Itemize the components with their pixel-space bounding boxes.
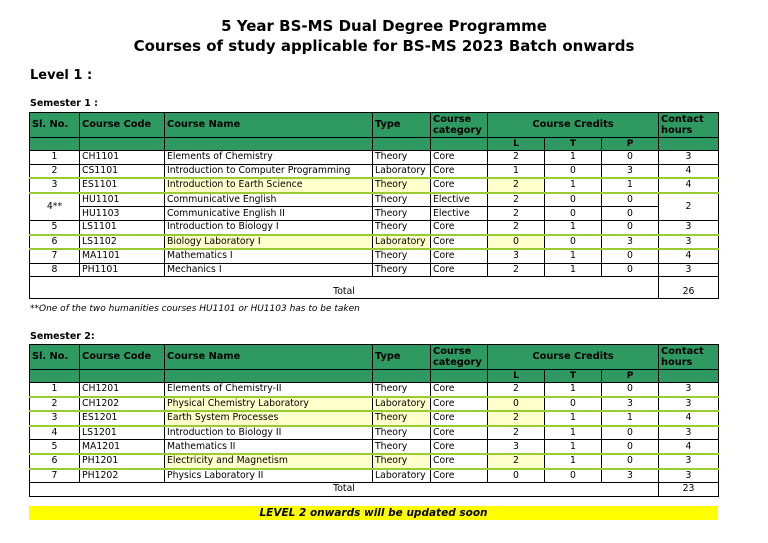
header-blank [659,370,719,383]
credit-t-cell: 0 [545,164,602,178]
code-cell: CS1101 [80,164,165,178]
credit-l-cell: 2 [488,207,545,221]
contact-cell: 4 [659,411,719,426]
header-blank [431,370,488,383]
credit-p-cell: 0 [602,249,659,263]
header-blank [30,370,80,383]
credit-p-cell: 0 [602,151,659,165]
credit-p-cell: 0 [602,193,659,207]
code-cell: LS1201 [80,426,165,440]
type-cell: Theory [373,178,431,193]
credit-t-cell: 0 [545,469,602,483]
category-cell: Core [431,235,488,250]
header-blank [80,370,165,383]
table-row [30,440,719,454]
credit-t-cell: 1 [545,411,602,426]
semester-1-label: Semester 1 : [30,98,98,109]
header-P: P [602,138,659,151]
type-cell: Theory [373,220,431,234]
sl-cell: 2 [30,397,80,412]
header-credits: Course Credits [488,345,659,370]
credit-t-cell: 0 [545,193,602,207]
sl-cell: 1 [30,151,80,165]
credit-l-cell: 2 [488,220,545,234]
category-cell: Core [431,426,488,440]
contact-cell: 4 [659,164,719,178]
credit-t-cell: 1 [545,440,602,454]
semester-1-footnote: **One of the two humanities courses HU1101 or HU1103 has to be taken [30,304,360,314]
credit-p-cell: 3 [602,397,659,412]
credit-l-cell: 2 [488,411,545,426]
credit-p-cell: 1 [602,178,659,193]
category-cell: Core [431,383,488,397]
table-row [30,397,719,412]
header-sl: Sl. No. [30,113,80,138]
sl-cell: 3 [30,178,80,193]
code-cell: HU1103 [80,207,165,221]
semester-1-table [29,112,719,299]
type-cell: Theory [373,383,431,397]
credit-l-cell: 3 [488,440,545,454]
header-L: L [488,370,545,383]
header-type: Type [373,345,431,370]
name-cell: Communicative English [165,193,373,207]
credit-l-cell: 3 [488,249,545,263]
code-cell: ES1201 [80,411,165,426]
table-row [30,193,719,207]
update-banner: LEVEL 2 onwards will be updated soon [29,506,718,520]
header-T: T [545,370,602,383]
type-cell: Theory [373,249,431,263]
name-cell: Introduction to Biology I [165,220,373,234]
table-row [30,235,719,250]
credit-t-cell: 1 [545,151,602,165]
category-cell: Core [431,178,488,193]
name-cell: Electricity and Magnetism [165,454,373,469]
code-cell: PH1202 [80,469,165,483]
contact-cell: 3 [659,235,719,250]
category-cell: Core [431,397,488,412]
category-cell: Elective [431,193,488,207]
credit-t-cell: 1 [545,249,602,263]
credit-t-cell: 0 [545,397,602,412]
credit-p-cell: 0 [602,207,659,221]
header-T: T [545,138,602,151]
sl-cell: 7 [30,249,80,263]
credit-l-cell: 2 [488,426,545,440]
credit-p-cell: 0 [602,426,659,440]
header-blank [373,370,431,383]
header-L: L [488,138,545,151]
credit-t-cell: 1 [545,263,602,277]
code-cell: CH1201 [80,383,165,397]
type-cell: Theory [373,440,431,454]
credit-p-cell: 1 [602,411,659,426]
table-row [30,469,719,483]
table-row [30,164,719,178]
credit-p-cell: 3 [602,235,659,250]
table-row [30,207,719,221]
contact-cell: 3 [659,383,719,397]
name-cell: Introduction to Computer Programming [165,164,373,178]
credit-l-cell: 2 [488,151,545,165]
header-blank [431,138,488,151]
type-cell: Theory [373,151,431,165]
table-row [30,383,719,397]
contact-cell: 4 [659,178,719,193]
name-cell: Mechanics I [165,263,373,277]
credit-p-cell: 0 [602,454,659,469]
category-cell: Core [431,164,488,178]
header-sl: Sl. No. [30,345,80,370]
code-cell: PH1101 [80,263,165,277]
header-code: Course Code [80,345,165,370]
document-title: 5 Year BS-MS Dual Degree Programme [221,17,547,35]
contact-cell: 3 [659,454,719,469]
table-row [30,220,719,234]
spacer-row [30,277,719,286]
contact-cell: 2 [659,193,719,221]
credit-l-cell: 2 [488,193,545,207]
sl-cell: 5 [30,440,80,454]
sl-cell: 8 [30,263,80,277]
header-name: Course Name [165,345,373,370]
name-cell: Elements of Chemistry-II [165,383,373,397]
header-blank [373,138,431,151]
sl-cell: 4** [30,193,80,221]
name-cell: Biology Laboratory I [165,235,373,250]
type-cell: Theory [373,193,431,207]
header-blank [80,138,165,151]
sl-cell: 1 [30,383,80,397]
name-cell: Introduction to Earth Science [165,178,373,193]
spacer-cell [30,277,659,286]
header-P: P [602,370,659,383]
type-cell: Laboratory [373,469,431,483]
credit-l-cell: 2 [488,263,545,277]
header-blank [165,138,373,151]
header-type: Type [373,113,431,138]
type-cell: Theory [373,454,431,469]
table-row [30,426,719,440]
credit-t-cell: 0 [545,207,602,221]
credit-l-cell: 2 [488,383,545,397]
total-label: Total [30,285,659,298]
contact-cell: 3 [659,151,719,165]
name-cell: Earth System Processes [165,411,373,426]
category-cell: Core [431,440,488,454]
category-cell: Core [431,411,488,426]
document-subtitle: Courses of study applicable for BS-MS 2023 Batch onwards [133,37,635,55]
code-cell: MA1101 [80,249,165,263]
sl-cell: 2 [30,164,80,178]
credit-p-cell: 0 [602,263,659,277]
sl-cell: 6 [30,235,80,250]
code-cell: LS1101 [80,220,165,234]
credit-t-cell: 1 [545,383,602,397]
header-code: Course Code [80,113,165,138]
code-cell: CH1202 [80,397,165,412]
header-blank [659,138,719,151]
contact-cell: 3 [659,426,719,440]
contact-cell: 4 [659,249,719,263]
total-value: 23 [659,483,719,497]
credit-p-cell: 0 [602,440,659,454]
type-cell: Laboratory [373,397,431,412]
credit-l-cell: 2 [488,454,545,469]
header-credits: Course Credits [488,113,659,138]
sl-cell: 7 [30,469,80,483]
table-row [30,178,719,193]
contact-cell: 3 [659,220,719,234]
total-value: 26 [659,285,719,298]
type-cell: Theory [373,263,431,277]
table-row [30,411,719,426]
credit-l-cell: 0 [488,469,545,483]
credit-t-cell: 0 [545,235,602,250]
header-name: Course Name [165,113,373,138]
type-cell: Theory [373,207,431,221]
credit-l-cell: 2 [488,178,545,193]
table-row [30,249,719,263]
code-cell: HU1101 [80,193,165,207]
contact-cell: 3 [659,263,719,277]
code-cell: CH1101 [80,151,165,165]
header-blank [165,370,373,383]
header-contact: Contact hours [659,345,719,370]
spacer-cell [659,277,719,286]
contact-cell: 3 [659,397,719,412]
sl-cell: 6 [30,454,80,469]
table-row [30,151,719,165]
name-cell: Communicative English II [165,207,373,221]
credit-t-cell: 1 [545,178,602,193]
header-blank [30,138,80,151]
name-cell: Mathematics I [165,249,373,263]
code-cell: PH1201 [80,454,165,469]
credit-l-cell: 0 [488,235,545,250]
category-cell: Core [431,249,488,263]
category-cell: Elective [431,207,488,221]
level-heading: Level 1 : [30,68,93,83]
category-cell: Core [431,263,488,277]
credit-p-cell: 0 [602,220,659,234]
header-contact: Contact hours [659,113,719,138]
type-cell: Theory [373,426,431,440]
semester-2-table [29,344,719,497]
type-cell: Laboratory [373,235,431,250]
credit-p-cell: 0 [602,383,659,397]
credit-t-cell: 1 [545,426,602,440]
table-row [30,263,719,277]
type-cell: Laboratory [373,164,431,178]
name-cell: Physical Chemistry Laboratory [165,397,373,412]
name-cell: Elements of Chemistry [165,151,373,165]
sl-cell: 4 [30,426,80,440]
total-row [30,285,719,298]
credit-p-cell: 3 [602,469,659,483]
name-cell: Introduction to Biology II [165,426,373,440]
sl-cell: 3 [30,411,80,426]
credit-p-cell: 3 [602,164,659,178]
credit-t-cell: 1 [545,454,602,469]
code-cell: ES1101 [80,178,165,193]
category-cell: Core [431,151,488,165]
credit-l-cell: 1 [488,164,545,178]
total-row [30,483,719,497]
category-cell: Core [431,220,488,234]
header-category: Course category [431,345,488,370]
semester-2-label: Semester 2: [30,331,95,342]
type-cell: Theory [373,411,431,426]
name-cell: Physics Laboratory II [165,469,373,483]
credit-t-cell: 1 [545,220,602,234]
contact-cell: 3 [659,469,719,483]
credit-l-cell: 0 [488,397,545,412]
code-cell: MA1201 [80,440,165,454]
name-cell: Mathematics II [165,440,373,454]
sl-cell: 5 [30,220,80,234]
header-category: Course category [431,113,488,138]
contact-cell: 4 [659,440,719,454]
code-cell: LS1102 [80,235,165,250]
table-row [30,454,719,469]
total-label: Total [30,483,659,497]
category-cell: Core [431,469,488,483]
category-cell: Core [431,454,488,469]
